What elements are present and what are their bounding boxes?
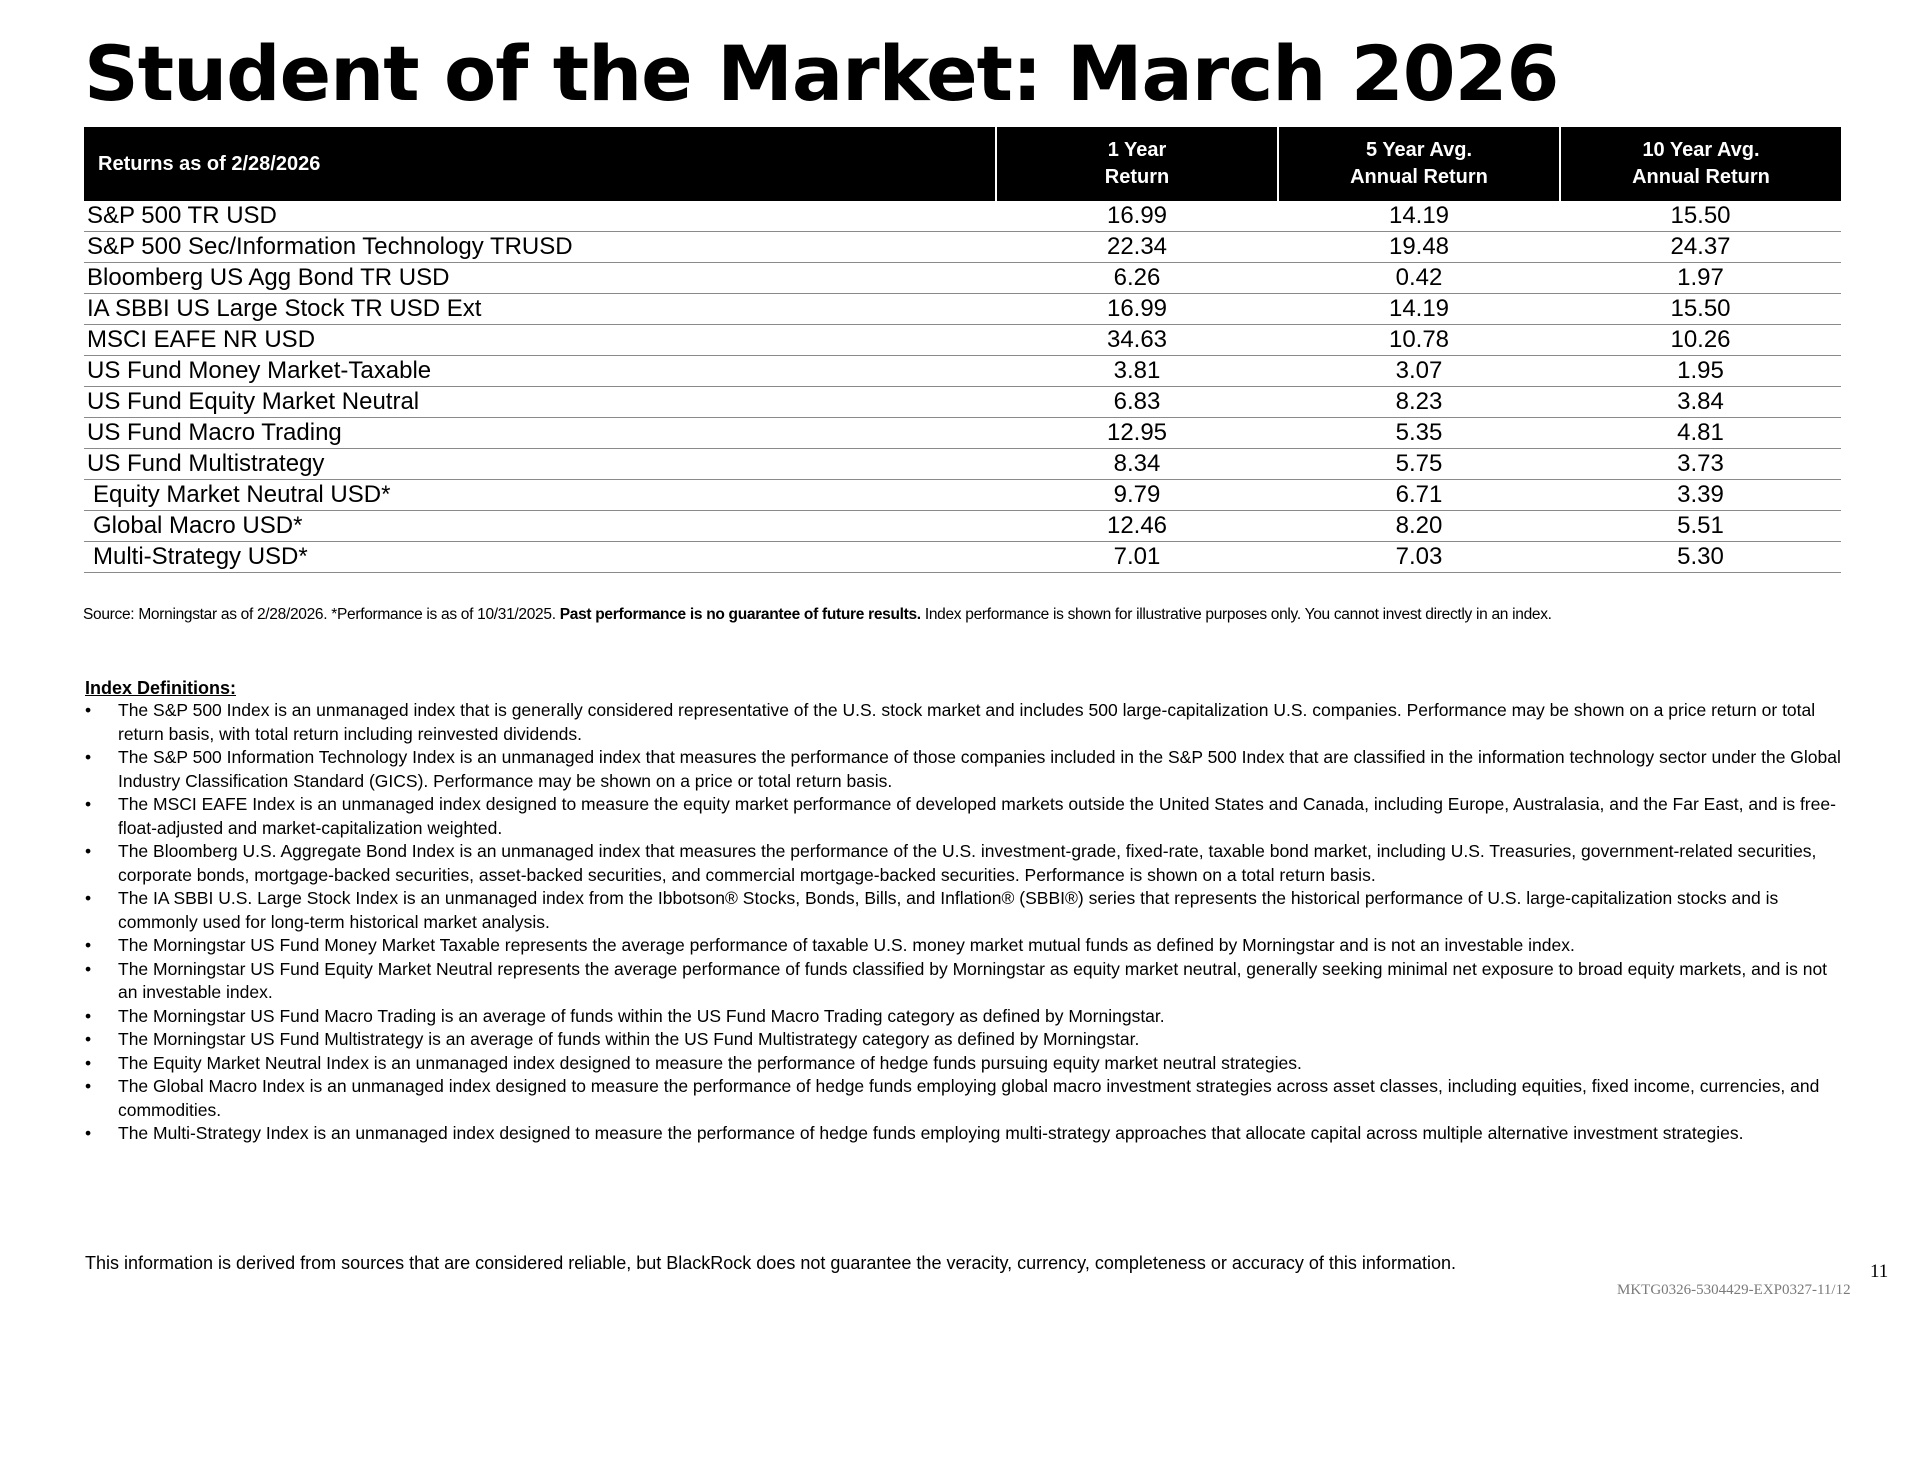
table-row <box>84 511 1841 542</box>
list-item <box>85 934 1847 958</box>
row-5-year-value: 7.03 <box>1278 542 1560 573</box>
definition-text: The Multi-Strategy Index is an unmanaged index designed to measure the performance of hedge funds employing multi-strategy approaches that allocate capital across multiple alternative investment strategies. <box>118 1123 1744 1143</box>
table-row <box>84 294 1841 325</box>
row-index-name: IA SBBI US Large Stock TR USD Ext <box>84 294 996 325</box>
table-body <box>84 201 1841 573</box>
list-item <box>85 1028 1847 1052</box>
header-5-year-return <box>1278 127 1560 201</box>
header-5-year-line1: 5 Year Avg. <box>1366 139 1472 161</box>
definition-text: The Morningstar US Fund Macro Trading is an average of funds within the US Fund Macro Trading category as defined by Morningstar. <box>118 1005 1165 1026</box>
table-row <box>84 542 1841 573</box>
definition-text: The Equity Market Neutral Index is an unmanaged index designed to measure the performance of hedge funds pursuing equity market neutral strategies. <box>118 1052 1302 1073</box>
row-10-year-value: 1.95 <box>1560 356 1841 387</box>
row-index-name: S&P 500 Sec/Information Technology TRUSD <box>84 232 996 263</box>
row-index-name: US Fund Multistrategy <box>84 449 996 480</box>
bullet-icon: • <box>85 1076 92 1096</box>
list-item <box>85 887 1847 934</box>
table-row <box>84 449 1841 480</box>
table-row <box>84 201 1841 232</box>
definition-text: The Morningstar US Fund Equity Market Neutral represents the average performance of funds classified by Morningstar as equity market neutral, generally seeking minimal net exposure to broad equity markets, and is not an investable index. <box>118 958 1828 1002</box>
bullet-icon: • <box>85 1052 92 1073</box>
row-5-year-value: 3.07 <box>1278 356 1560 387</box>
document-code: MKTG0326-5304429-EXP0327-11/12 <box>1617 1282 1851 1298</box>
page-number: 11 <box>1870 1261 1889 1282</box>
bullet-icon: • <box>85 958 92 979</box>
row-1-year-value: 22.34 <box>996 232 1278 263</box>
row-5-year-value: 5.35 <box>1278 418 1560 449</box>
row-5-year-value: 8.20 <box>1278 511 1560 542</box>
bullet-icon: • <box>85 747 92 767</box>
row-10-year-value: 15.50 <box>1560 201 1841 232</box>
source-note <box>83 606 1552 624</box>
list-item <box>85 840 1847 887</box>
row-1-year-value: 12.46 <box>996 511 1278 542</box>
index-definitions-heading: Index Definitions: <box>85 678 237 698</box>
definition-text: The Global Macro Index is an unmanaged index designed to measure the performance of hedge funds employing global macro investment strategies across asset classes, including equities, fixed income, currencies, and commodities. <box>118 1076 1820 1120</box>
header-10-year-line2: Annual Return <box>1632 166 1770 188</box>
list-item <box>85 1052 1847 1076</box>
table-row <box>84 325 1841 356</box>
row-index-name: US Fund Money Market-Taxable <box>84 356 996 387</box>
row-1-year-value: 3.81 <box>996 356 1278 387</box>
row-5-year-value: 8.23 <box>1278 387 1560 418</box>
header-5-year-line2: Annual Return <box>1350 166 1488 188</box>
row-index-name: Equity Market Neutral USD* <box>84 480 996 511</box>
row-5-year-value: 5.75 <box>1278 449 1560 480</box>
row-index-name: MSCI EAFE NR USD <box>84 325 996 356</box>
definition-text: The IA SBBI U.S. Large Stock Index is an unmanaged index from the Ibbotson® Stocks, Bonds, Bills, and Inflation® (SBBI®) series that represents the historical performance of U.S. large-capitalization stocks and is commonly used for long-term historical market analysis. <box>118 888 1779 932</box>
list-item <box>85 1122 1847 1146</box>
disclaimer: This information is derived from sources that are considered reliable, but BlackRock does not guarantee the veracity, currency, completeness or accuracy of this information. <box>85 1253 1456 1273</box>
list-item <box>85 793 1847 840</box>
list-item <box>85 1005 1847 1029</box>
row-10-year-value: 1.97 <box>1560 263 1841 294</box>
row-10-year-value: 5.51 <box>1560 511 1841 542</box>
row-1-year-value: 12.95 <box>996 418 1278 449</box>
row-10-year-value: 15.50 <box>1560 294 1841 325</box>
index-definitions-list <box>85 699 1847 1146</box>
bullet-icon: • <box>85 794 92 814</box>
row-10-year-value: 3.39 <box>1560 480 1841 511</box>
table-row <box>84 263 1841 294</box>
table-row <box>84 356 1841 387</box>
row-1-year-value: 7.01 <box>996 542 1278 573</box>
table-row <box>84 232 1841 263</box>
row-index-name: Global Macro USD* <box>84 511 996 542</box>
row-index-name: S&P 500 TR USD <box>84 201 996 232</box>
returns-table <box>84 127 1841 573</box>
row-5-year-value: 14.19 <box>1278 294 1560 325</box>
past-performance-warning: Past performance is no guarantee of future results. <box>559 606 921 623</box>
list-item <box>85 1075 1847 1122</box>
row-1-year-value: 9.79 <box>996 480 1278 511</box>
header-1-year-line2: Return <box>1104 166 1170 188</box>
table-row <box>84 418 1841 449</box>
row-10-year-value: 3.73 <box>1560 449 1841 480</box>
row-index-name: Multi-Strategy USD* <box>84 542 996 573</box>
bullet-icon: • <box>85 1123 92 1143</box>
row-10-year-value: 3.84 <box>1560 387 1841 418</box>
row-1-year-value: 16.99 <box>996 294 1278 325</box>
bullet-icon: • <box>85 841 92 861</box>
row-1-year-value: 8.34 <box>996 449 1278 480</box>
row-5-year-value: 19.48 <box>1278 232 1560 263</box>
row-1-year-value: 6.26 <box>996 263 1278 294</box>
definition-text: The Bloomberg U.S. Aggregate Bond Index is an unmanaged index that measures the performance of the U.S. investment-grade, fixed-rate, taxable bond market, including U.S. Treasuries, government-related securities, corporate bonds, mortgage-backed securities, asset-backed securities, and commercial mortgage-backed securities. Performance is shown on a total return basis. <box>118 841 1817 885</box>
list-item <box>85 699 1847 746</box>
header-returns-as-of: Returns as of 2/28/2026 <box>84 127 996 201</box>
row-5-year-value: 6.71 <box>1278 480 1560 511</box>
row-5-year-value: 10.78 <box>1278 325 1560 356</box>
row-1-year-value: 16.99 <box>996 201 1278 232</box>
header-10-year-line1: 10 Year Avg. <box>1642 139 1760 161</box>
definition-text: The MSCI EAFE Index is an unmanaged index designed to measure the equity market performance of developed markets outside the United States and Canada, including Europe, Australasia, and the Far East, and is free-float-adjusted and market-capitalization weighted. <box>118 794 1836 838</box>
row-10-year-value: 5.30 <box>1560 542 1841 573</box>
definition-text: The S&P 500 Information Technology Index is an unmanaged index that measures the performance of those companies included in the S&P 500 Index that are classified in the information technology sector under the Global Industry Classification Standard (GICS). Performance may be shown on a price or total return basis. <box>118 747 1841 791</box>
list-item <box>85 746 1847 793</box>
header-1-year-line1: 1 Year <box>1107 139 1167 161</box>
row-10-year-value: 10.26 <box>1560 325 1841 356</box>
bullet-icon: • <box>85 935 92 955</box>
row-5-year-value: 14.19 <box>1278 201 1560 232</box>
definition-text: The Morningstar US Fund Multistrategy is an average of funds within the US Fund Multistrategy category as defined by Morningstar. <box>118 1029 1140 1049</box>
header-1-year-return <box>996 127 1278 201</box>
bullet-icon: • <box>85 888 92 908</box>
row-index-name: US Fund Macro Trading <box>84 418 996 449</box>
definition-text: The S&P 500 Index is an unmanaged index that is generally considered representative of the U.S. stock market and includes 500 large-capitalization U.S. companies. Performance may be shown on a price return or total return basis, with total return including reinvested dividends. <box>118 700 1816 744</box>
bullet-icon: • <box>85 700 92 720</box>
bullet-icon: • <box>85 1029 92 1049</box>
table-row <box>84 480 1841 511</box>
table-row <box>84 387 1841 418</box>
source-text: Source: Morningstar as of 2/28/2026. *Performance is as of 10/31/2025. <box>83 606 560 623</box>
bullet-icon: • <box>85 1005 92 1026</box>
row-10-year-value: 4.81 <box>1560 418 1841 449</box>
header-10-year-return <box>1560 127 1841 201</box>
row-1-year-value: 6.83 <box>996 387 1278 418</box>
source-text-continued: Index performance is shown for illustrative purposes only. You cannot invest directly in an index. <box>920 606 1552 623</box>
list-item <box>85 958 1847 1005</box>
page-title: Student of the Market: March 2026 <box>84 29 1559 118</box>
row-5-year-value: 0.42 <box>1278 263 1560 294</box>
row-index-name: Bloomberg US Agg Bond TR USD <box>84 263 996 294</box>
definition-text: The Morningstar US Fund Money Market Taxable represents the average performance of taxable U.S. money market mutual funds as defined by Morningstar and is not an investable index. <box>118 935 1575 955</box>
row-index-name: US Fund Equity Market Neutral <box>84 387 996 418</box>
row-10-year-value: 24.37 <box>1560 232 1841 263</box>
row-1-year-value: 34.63 <box>996 325 1278 356</box>
table-header <box>84 127 1841 201</box>
